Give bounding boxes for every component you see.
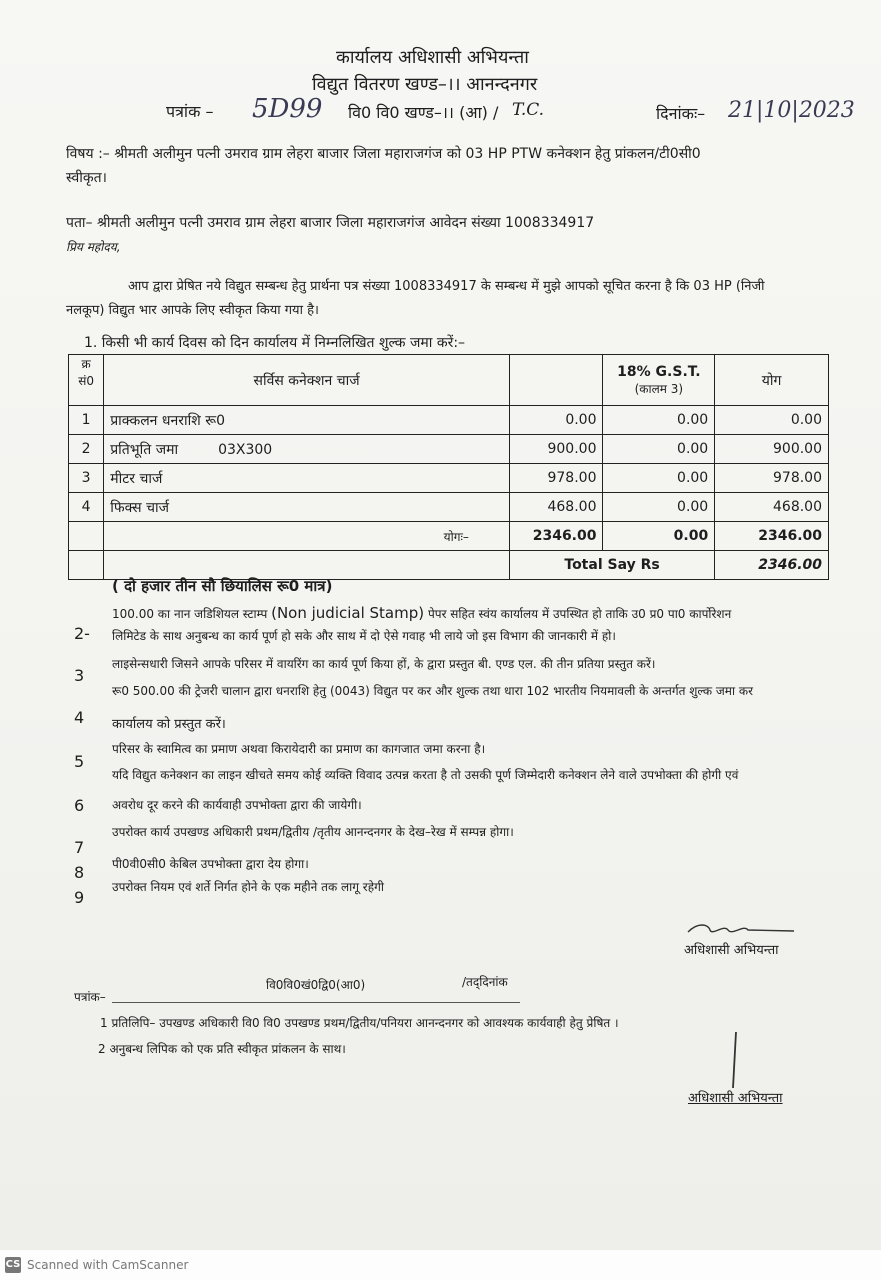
row-sn: 3 xyxy=(69,464,104,493)
row-amount: 900.00 xyxy=(509,435,603,464)
camscanner-watermark: Scanned with CamScanner xyxy=(27,1258,189,1272)
point-number: 8 xyxy=(74,863,85,882)
say-total: 2346.00 xyxy=(715,551,829,580)
col-charge-header: सर्विस कनेक्शन चार्ज xyxy=(104,355,510,406)
row-name xyxy=(104,464,510,493)
point-number: 9 xyxy=(74,888,85,907)
division-title: विद्युत वितरण खण्ड–।। आनन्दनगर xyxy=(312,74,538,95)
signature-scribble-1 xyxy=(684,918,804,942)
row-total: 468.00 xyxy=(715,493,829,522)
point-2-line-2: लिमिटेड के साथ अनुबन्ध का कार्य पूर्ण हो सके और साथ में दो ऐसे गवाह भी लाये जो इस विभाग की जानकारी में हो। xyxy=(112,629,616,643)
point-number: 7 xyxy=(74,838,85,857)
table-row xyxy=(69,406,829,435)
point-number: 2- xyxy=(74,624,90,643)
sum-total: 2346.00 xyxy=(715,522,829,551)
point-2-text-b: (Non judicial Stamp) xyxy=(271,604,425,622)
col-sn-header: क्र सं0 xyxy=(69,355,104,406)
copy-date: /तद्‌दिनांक xyxy=(462,975,508,989)
sum-label: योगः– xyxy=(104,522,510,551)
table-row xyxy=(69,435,829,464)
subject-line-1: विषय :– श्रीमती अलीमुन पत्नी उमराव ग्राम लेहरा बाजार जिला महाराजगंज को 03 HP PTW कनेक्शन हेतु प्रांकलन/टी0सी0 xyxy=(66,146,701,162)
point-number: 3 xyxy=(74,666,85,685)
signature-1-title: अधिशासी अभियन्ता xyxy=(684,943,779,958)
sum-gst: 0.00 xyxy=(603,522,715,551)
row-name-text: प्रतिभूति जमा xyxy=(110,441,179,458)
point-number: 4 xyxy=(74,708,85,727)
point-9-text: उपरोक्त नियम एवं शर्ते निर्गत होने के एक महीने तक लागू रहेगी xyxy=(112,880,384,894)
fee-table xyxy=(68,354,829,580)
row-name-text: फिक्स चार्ज xyxy=(110,499,170,516)
copy-underline xyxy=(112,1002,520,1003)
row-total: 0.00 xyxy=(715,406,829,435)
copy-patrank: पत्रांक– xyxy=(74,990,106,1004)
row-amount: 0.00 xyxy=(509,406,603,435)
point-2-text-a: 100.00 का नान जडिशियल स्टाम्प xyxy=(112,607,268,621)
row-name xyxy=(104,406,510,435)
point-6-line-1: यदि विद्युत कनेक्शन का लाइन खीचते समय कोई व्यक्ति विवाद उत्पन्न करता है तो उसकी पूर्ण जिम्मेदारी कनेक्शन लेने वाले उपभोक्ता की होगी एवं xyxy=(112,768,739,782)
row-name xyxy=(104,493,510,522)
table-header-row xyxy=(69,355,829,406)
address: पता– श्रीमती अलीमुन पत्नी उमराव ग्राम लेहरा बाजार जिला महाराजगंज आवेदन संख्या 1008334917 xyxy=(66,215,595,231)
copy-item-1: 1 प्रतिलिपि– उपखण्ड अधिकारी वि0 वि0 उपखण्ड प्रथम/द्वितीय/पनियरा आनन्दनगर को आवश्यक कार्यवाही हेतु प्रेषित । xyxy=(100,1016,619,1030)
table-row xyxy=(69,493,829,522)
row-gst: 0.00 xyxy=(603,464,715,493)
salutation: प्रिय महोदय, xyxy=(66,240,121,254)
row-gst: 0.00 xyxy=(603,435,715,464)
row-amount: 468.00 xyxy=(509,493,603,522)
subject-line-2: स्वीकृत। xyxy=(66,170,107,186)
row-name-text: प्राक्कलन धनराशि रू0 xyxy=(110,412,226,429)
date-label: दिनांकः– xyxy=(656,104,706,123)
row-total: 900.00 xyxy=(715,435,829,464)
intro-line-2: नलकूप) विद्युत भार आपके लिए स्वीकृत किया गया है। xyxy=(66,303,319,318)
row-amount: 978.00 xyxy=(509,464,603,493)
say-sn-cell xyxy=(69,551,104,580)
row-total: 978.00 xyxy=(715,464,829,493)
signature-scribble-2 xyxy=(724,1030,744,1090)
col-amount-header xyxy=(509,355,603,406)
point-number: 5 xyxy=(74,752,85,771)
gst-sublabel: (कालम 3) xyxy=(634,381,684,396)
row-extra: 03X300 xyxy=(218,441,273,458)
point-2-line-1 xyxy=(112,604,731,622)
ref-suffix: T.C. xyxy=(512,100,545,120)
row-sn: 1 xyxy=(69,406,104,435)
point-1: 1. किसी भी कार्य दिवस को दिन कार्यालय में निम्नलिखित शुल्क जमा करें:– xyxy=(84,335,466,351)
gst-label: 18% G.S.T. xyxy=(617,363,701,380)
ref-number: 5D99 xyxy=(252,94,323,124)
say-label: Total Say Rs xyxy=(509,551,714,580)
row-sn: 4 xyxy=(69,493,104,522)
signature-2-title: अधिशासी अभियन्ता xyxy=(688,1091,783,1106)
row-sn: 2 xyxy=(69,435,104,464)
intro-line-1: आप द्वारा प्रेषित नये विद्युत सम्बन्ध हेतु प्रार्थना पत्र संख्या 1008334917 के सम्बन्ध में मुझे आपको सूचित करना है कि 03 HP (निजी xyxy=(128,279,765,294)
copy-office: वि0वि0खं0द्वि0(आ0) xyxy=(266,978,366,992)
row-name xyxy=(104,435,510,464)
point-number: 6 xyxy=(74,796,85,815)
table-row xyxy=(69,464,829,493)
point-4-line-2: कार्यालय को प्रस्तुत करें। xyxy=(112,717,226,732)
copy-item-2: 2 अनुबन्ध लिपिक को एक प्रति स्वीकृत प्रांकलन के साथ। xyxy=(98,1042,346,1056)
row-gst: 0.00 xyxy=(603,406,715,435)
point-7-text: उपरोक्त कार्य उपखण्ड अधिकारी प्रथम/द्वितीय /तृतीय आनन्दनगर के देख–रेख में सम्पन्न होगा। xyxy=(112,825,514,839)
date-value: 21|10|2023 xyxy=(728,98,855,123)
ref-label: पत्रांक – xyxy=(166,102,214,121)
table-sum-row xyxy=(69,522,829,551)
point-3-text: लाइसेन्सधारी जिसने आपके परिसर में वायरिंग का कार्य पूर्ण किया हों, के द्वारा प्रस्तुत बी. एण्ड एल. की तीन प्रतिया प्रस्तुत करें। xyxy=(112,657,656,671)
row-name-text: मीटर चार्ज xyxy=(110,470,163,487)
row-gst: 0.00 xyxy=(603,493,715,522)
ref-office: वि0 वि0 खण्ड–।। (आ) / xyxy=(348,103,499,122)
camscanner-logo-icon: CS xyxy=(5,1257,21,1273)
point-4-line-1: रू0 500.00 की ट्रेजरी चालान द्वारा धनराशि हेतु (0043) विद्युत पर कर और शुल्क तथा धारा 102 भारतीय नियमावली के अन्तर्गत शुल्क जमा कर xyxy=(112,684,753,698)
point-5-text: परिसर के स्वामित्व का प्रमाण अथवा किरायेदारी का प्रमाण का कागजात जमा करना है। xyxy=(112,742,486,756)
col-total-header: योग xyxy=(715,355,829,406)
point-6-line-2: अवरोध दूर करने की कार्यवाही उपभोक्ता द्वारा की जायेगी। xyxy=(112,798,362,812)
point-2-text-c: पेपर सहित स्वंय कार्यालय में उपस्थित हो ताकि उ0 प्र0 पा0 कार्पोरेशन xyxy=(427,607,732,621)
sum-amount: 2346.00 xyxy=(509,522,603,551)
amount-in-words: ( दो हजार तीन सौ छियालिस रू0 मात्र) xyxy=(112,577,333,595)
office-title: कार्यालय अधिशासी अभियन्ता xyxy=(336,47,529,68)
col-gst-header xyxy=(603,355,715,406)
sum-sn-cell xyxy=(69,522,104,551)
point-8-text: पी0वी0सी0 केबिल उपभोक्ता द्वारा देय होगा। xyxy=(112,857,309,871)
